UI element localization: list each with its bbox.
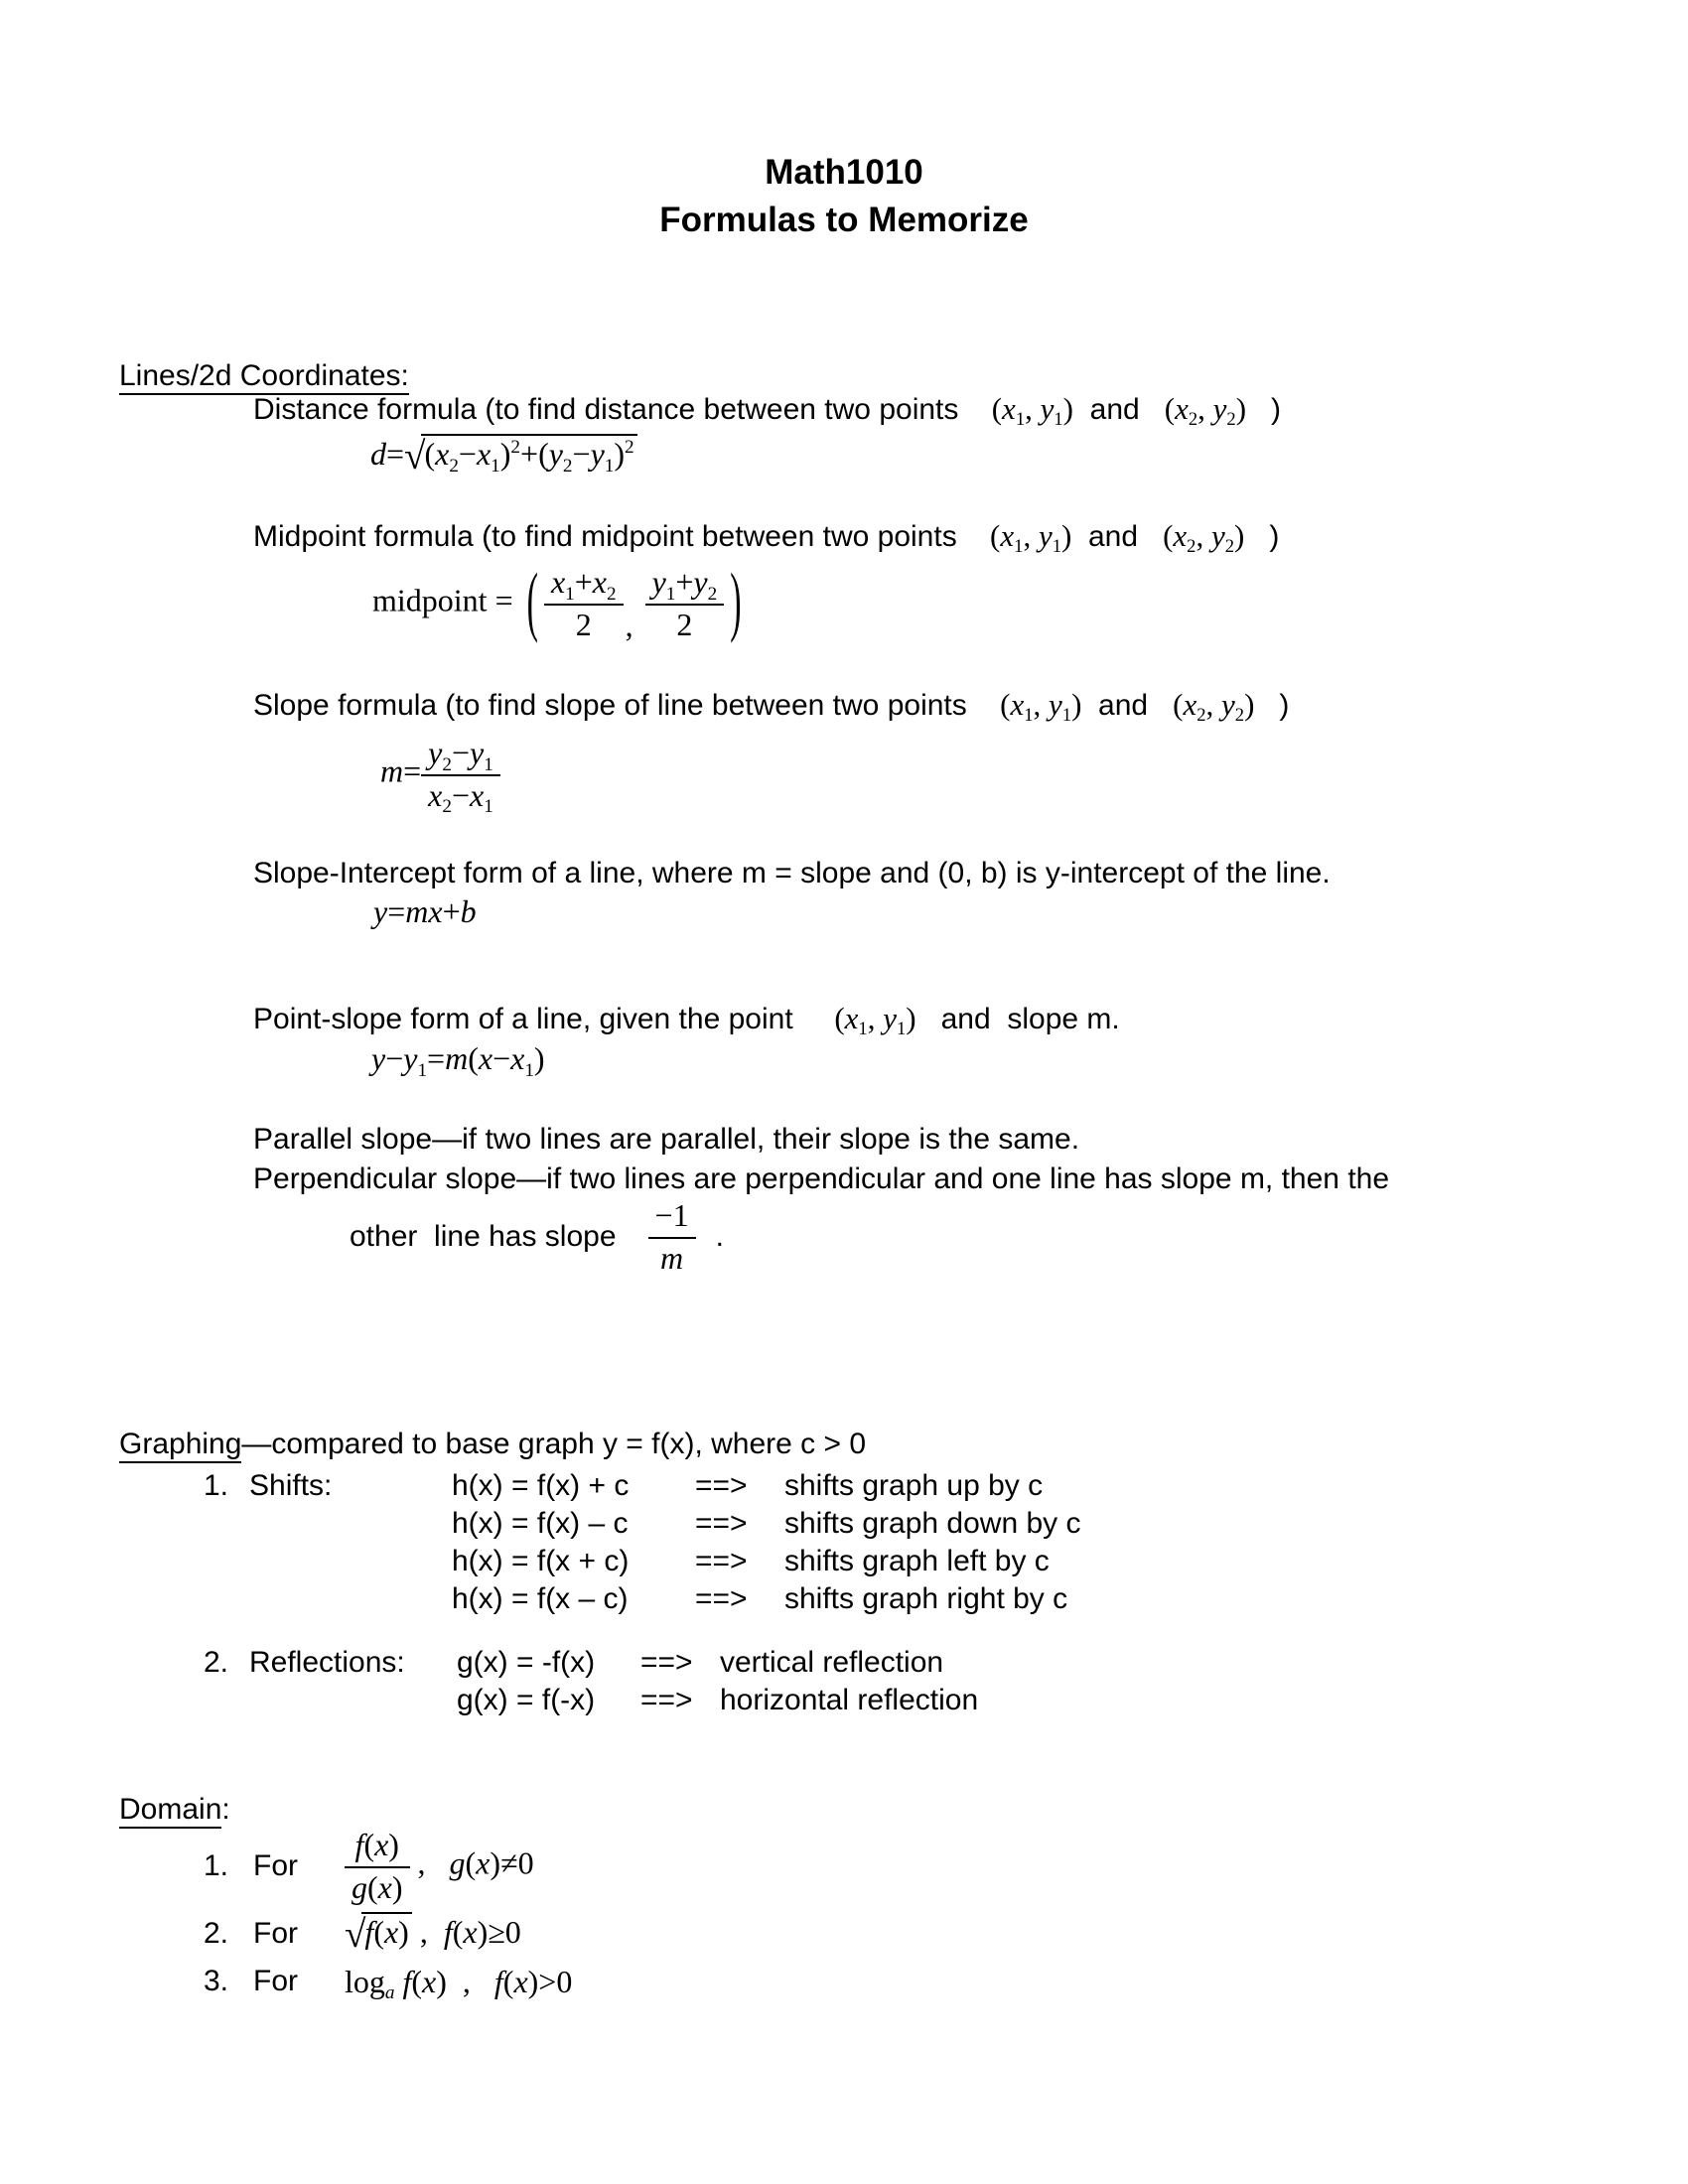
slope-formula-label: Slope formula (to find slope of line between two points ($x_1$, $y_1$) and ($x_2$, $y_2$) )	[253, 687, 1290, 727]
domain-item	[204, 1829, 534, 1904]
shift-description: shifts graph right by c	[784, 1582, 1068, 1615]
shift-description: shifts graph left by c	[784, 1545, 1050, 1577]
slope-formula: m= $\frac{y_2-y_1}{x_2-x_1}$	[380, 737, 500, 812]
title-line-2: Formulas to Memorize	[659, 201, 1029, 239]
domain-item-for: For	[253, 1917, 298, 1950]
reflections-list-number: 2.	[204, 1646, 229, 1679]
domain-item-number: 2.	[204, 1917, 229, 1950]
spacer	[204, 1580, 452, 1618]
point-slope-label: Point-slope form of a line, given the point ($x_1$, $y_1$) and slope m.	[253, 1001, 1120, 1040]
graphing-heading-underlined: Graphing	[119, 1428, 241, 1463]
shift-row	[204, 1505, 1081, 1543]
domain-item-math: $\log_a f(x)$ , f(x)>0	[345, 1963, 573, 2004]
spacer	[204, 1505, 452, 1543]
implies-arrow: ==>	[640, 1646, 693, 1679]
implies-arrow: ==>	[640, 1684, 693, 1716]
parallel-slope-text: Parallel slope—if two lines are parallel, their slope is the same.	[253, 1123, 1080, 1156]
graphing-section-heading	[119, 1428, 866, 1461]
domain-item-number: 3.	[204, 1965, 229, 1997]
spacer	[204, 1682, 457, 1719]
shift-row	[204, 1543, 1081, 1580]
spacer	[204, 1543, 452, 1580]
implies-arrow: ==>	[695, 1545, 748, 1577]
perpendicular-slope-text: Perpendicular slope—if two lines are perpendicular and one line has slope m, then the	[253, 1162, 1390, 1195]
shift-row	[204, 1467, 1081, 1505]
domain-heading-underlined: Domain	[119, 1793, 221, 1829]
shift-rule: h(x) = f(x) – c	[452, 1507, 629, 1540]
distance-formula-label: Distance formula (to find distance between two points ($x_1$, $y_1$) and ($x_2$, $y_2$) )	[253, 391, 1282, 431]
shift-description: shifts graph down by c	[784, 1507, 1081, 1540]
distance-formula: $d=√(x_2-x_1)^2+(y_2-y_1)^2$	[370, 434, 637, 478]
domain-item	[204, 1910, 521, 1958]
lines-section-heading-text: Lines/2d Coordinates:	[119, 359, 409, 395]
slope-intercept-label: Slope-Intercept form of a line, where m = slope and (0, b) is y-intercept of the line.	[253, 857, 1331, 889]
domain-item-math: √f(x) , f(x)≥0	[345, 1912, 521, 1956]
shifts-list-label: Shifts:	[249, 1469, 333, 1502]
midpoint-formula-label: Midpoint formula (to find midpoint between two points ($x_1$, $y_1$) and ($x_2$, $y_2$) )	[253, 518, 1280, 558]
implies-arrow: ==>	[695, 1507, 748, 1540]
shift-row	[204, 1580, 1081, 1618]
shifts-list-number: 1.	[204, 1469, 229, 1502]
slope-intercept-formula: y=mx+b	[373, 893, 477, 929]
reflection-row	[204, 1644, 978, 1682]
domain-heading-rest: :	[221, 1793, 230, 1826]
domain-item-for: For	[253, 1849, 298, 1883]
graphing-reflections-block	[204, 1644, 978, 1719]
document-title	[0, 149, 1688, 244]
graphing-shifts-block	[204, 1467, 1081, 1618]
domain-item-number: 1.	[204, 1849, 229, 1883]
reflection-description: horizontal reflection	[720, 1684, 979, 1716]
negative-reciprocal-fraction: $\frac{-1}{m}$	[648, 1199, 696, 1275]
domain-item-for: For	[253, 1965, 298, 1997]
title-line-1: Math1010	[765, 153, 923, 192]
perpendicular-continued-text: other line has slope	[350, 1220, 617, 1254]
shift-description: shifts graph up by c	[784, 1469, 1044, 1502]
perpendicular-slope-continued	[350, 1199, 724, 1275]
lines-section-heading	[119, 359, 409, 393]
midpoint-formula: midpoint = ( $\frac{x_1+x_2}{2}$ , $\frac{y_1+y_2}{2}$ )	[372, 560, 742, 645]
domain-section-heading	[119, 1793, 230, 1827]
graphing-heading-rest: —compared to base graph y = f(x), where c > 0	[241, 1428, 867, 1460]
shift-rule: h(x) = f(x) + c	[452, 1469, 630, 1502]
domain-item-math: $\frac{f(x)}{g(x)}$ , g(x)≠0	[345, 1829, 534, 1904]
reflection-rule: g(x) = f(-x)	[457, 1684, 596, 1716]
domain-item	[204, 1958, 572, 2005]
shift-rule: h(x) = f(x + c)	[452, 1545, 630, 1577]
reflection-row	[204, 1682, 978, 1719]
perpendicular-continued-period: .	[715, 1220, 724, 1254]
shift-rule: h(x) = f(x – c)	[452, 1582, 629, 1615]
reflection-rule: g(x) = -f(x)	[457, 1646, 596, 1679]
point-slope-formula: $y-y_1=m(x-x_1)$	[371, 1040, 545, 1081]
implies-arrow: ==>	[695, 1582, 748, 1615]
reflection-description: vertical reflection	[720, 1646, 944, 1679]
reflections-list-label: Reflections:	[249, 1646, 405, 1679]
implies-arrow: ==>	[695, 1469, 748, 1502]
